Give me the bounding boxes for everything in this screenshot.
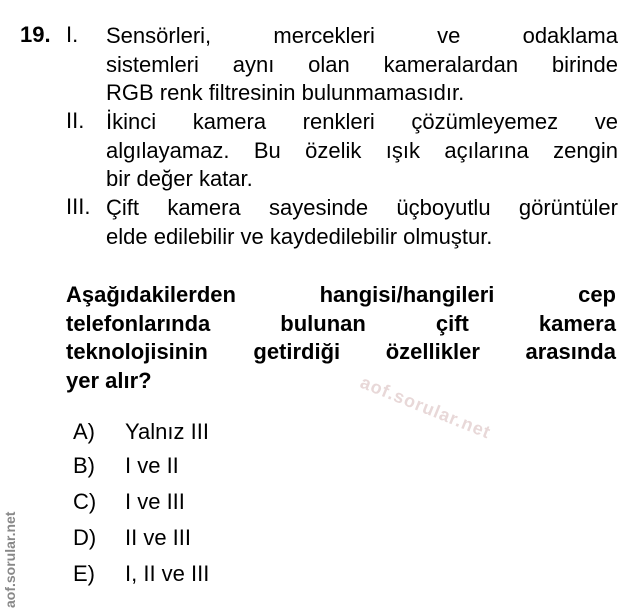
statement-line: RGB renk filtresinin bulunmamasıdır. [106,80,465,105]
stem-line: teknolojisinin getirdiği özellikler arasında [66,339,616,364]
stem-line: yer alır? [66,367,152,393]
statement-numeral: III. [66,194,91,219]
option-letter: A) [73,419,95,444]
watermark: aof.sorular.net [357,372,494,443]
statement-line: algılayamaz. Bu özelik ışık açılarına zengin [106,137,618,163]
stem-line: telefonlarında bulunan çift kamera [66,310,616,336]
statement-line: sistemleri aynı olan kameralardan birinde [106,51,618,77]
statement-line: İkinci kamera renkleri çözümleyemez ve [106,109,618,134]
statement-line: Çift kamera sayesinde üçboyutlu görüntüler [106,195,618,220]
question-stem [66,281,616,395]
statement-1 [66,22,618,108]
statement-line: bir değer katar. [106,166,253,191]
statement-2 [66,108,618,194]
stem-line: Aşağıdakilerden hangisi/hangileri cep [66,282,616,307]
option-letter: B) [73,453,95,478]
statement-numeral: II. [66,108,85,133]
statement-numeral: I. [66,22,79,47]
statement-line: Sensörleri, mercekleri ve odaklama [106,23,618,48]
option-text: I ve II [125,453,179,478]
option-letter: E) [73,561,95,586]
statement-line: elde edilebilir ve kaydedilebilir olmuştur. [106,223,493,249]
watermark-side: aof.sorular.net [2,511,18,608]
option-text: I ve III [125,489,185,514]
option-letter: D) [73,525,97,550]
option-letter: C) [73,489,97,514]
option-text: Yalnız III [125,419,209,444]
option-text: I, II ve III [125,561,210,586]
question-number: 19. [20,22,51,47]
statement-3 [66,194,618,251]
option-text: II ve III [125,525,192,550]
